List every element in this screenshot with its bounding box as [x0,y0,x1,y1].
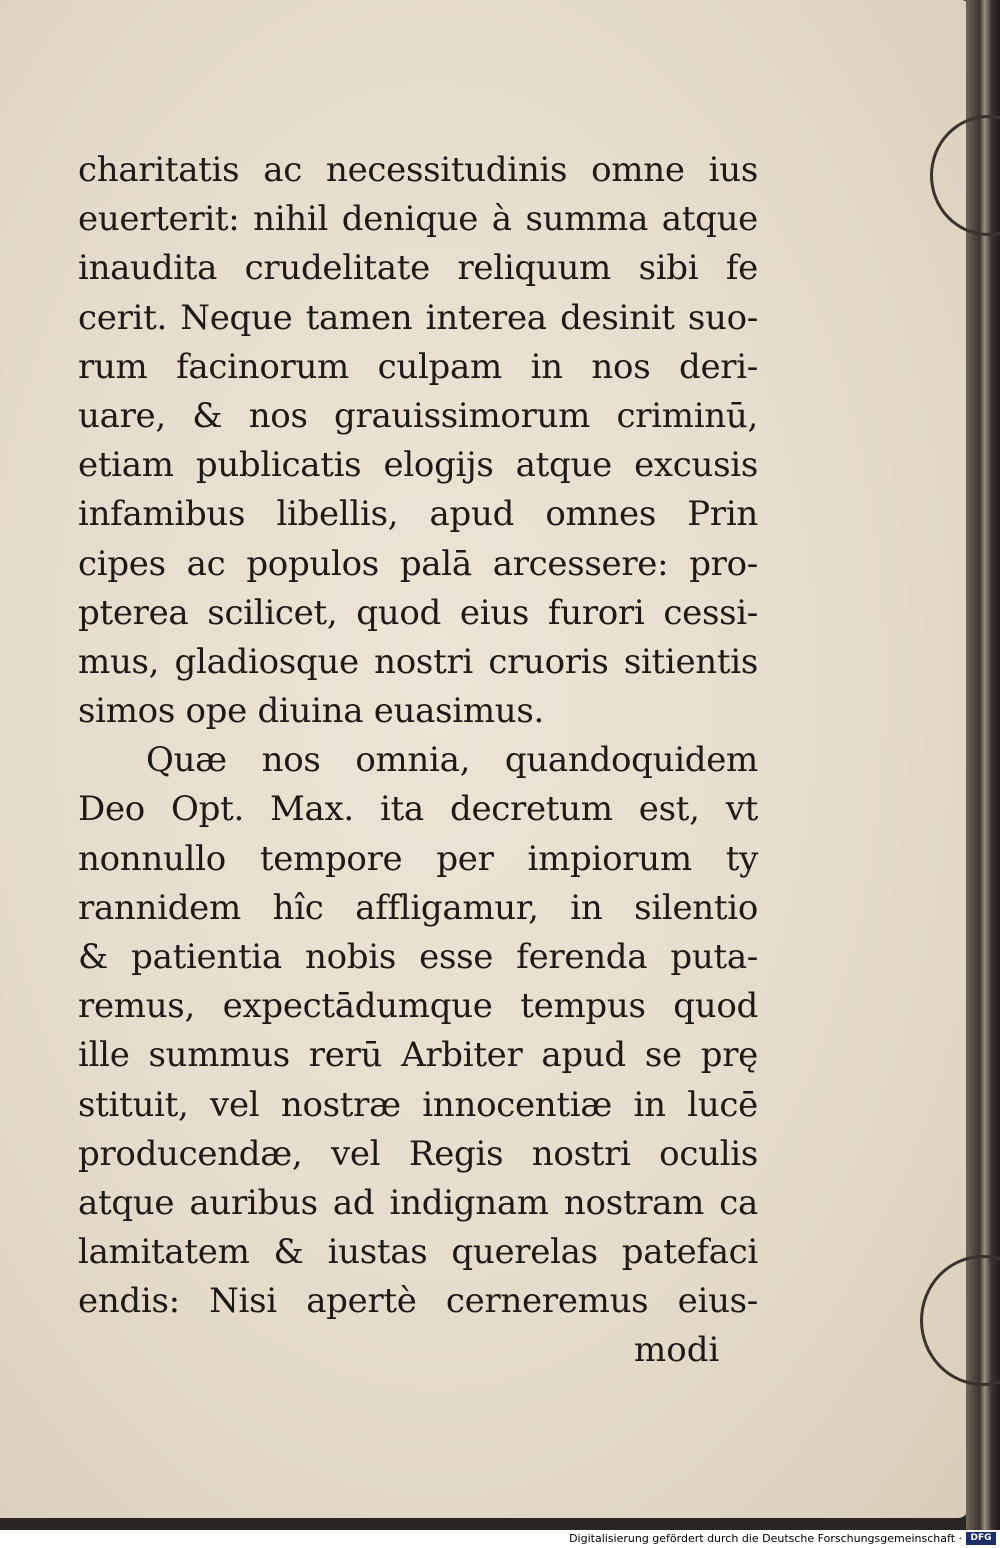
text-line: uare, & nos grauissimorum criminū, [78,395,758,436]
text-line: infamibus libellis, apud omnes Prin [78,494,758,535]
text-line: charitatis ac necessitudinis omne ius [78,150,758,190]
text-line: endis: Nisi apertè cerneremus eius- [78,1281,758,1322]
funding-credit: Digitalisierung gefördert durch die Deutsche Forschungsgemeinschaft · [569,1532,962,1545]
body-text [78,146,758,1327]
text-line: rannidem hîc affligamur, in silentio [78,887,758,928]
dfg-logo: DFG [966,1532,996,1545]
text-line: producendæ, vel Regis nostri oculis [78,1133,758,1174]
text-line: inaudita crudelitate reliquum sibi fe [78,248,758,289]
text-line: cerit. Neque tamen interea desinit suo- [78,297,758,338]
text-line: nonnullo tempore per impiorum ty [78,838,758,879]
text-line: ille summus rerū Arbiter apud se prę [78,1035,758,1076]
text-line: rum facinorum culpam in nos deri- [78,346,758,387]
text-line: cipes ac populos palā arcessere: pro- [78,543,758,584]
text-line: & patientia nobis esse ferenda puta- [78,937,758,977]
text-line: etiam publicatis elogijs atque excusis [78,445,758,486]
text-line: euerterit: nihil denique à summa atque [78,199,758,240]
digitization-footer [0,1530,1000,1548]
catchword: modi [634,1330,720,1370]
text-line: mus, gladiosque nostri cruoris sitientis [78,641,758,682]
text-line: remus, expectādumque tempus quod [78,986,758,1027]
text-line: stituit, vel nostræ innocentiæ in lucē [78,1084,758,1125]
text-line: atque auribus ad indignam nostram ca [78,1182,758,1223]
text-line: pterea scilicet, quod eius furori cessi- [78,592,758,633]
text-line: Deo Opt. Max. ita decretum est, vt [78,789,758,830]
text-line: simos ope diuina euasimus. [78,691,545,732]
text-line: lamitatem & iustas querelas patefaci [78,1232,758,1273]
text-line: Quæ nos omnia, quandoquidem [146,740,758,781]
